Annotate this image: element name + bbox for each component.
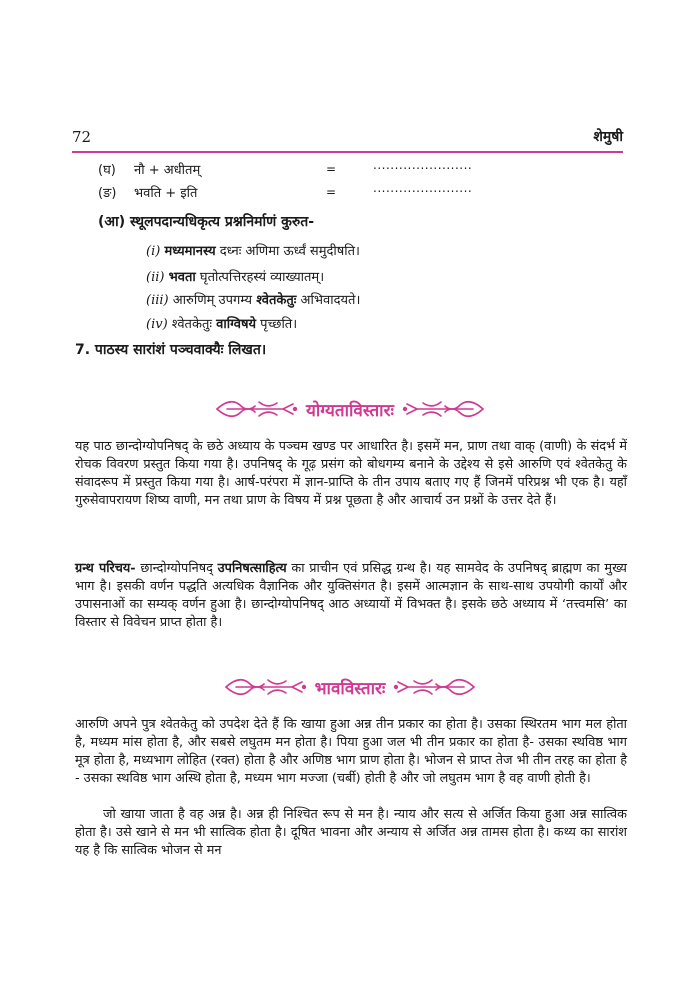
item-text: आरुणिम् उपगम्य: [172, 293, 257, 308]
bold-word: मध्यमानस्य: [164, 244, 216, 259]
ornament-right-icon: [392, 672, 478, 702]
exercise-item-nga: [98, 183, 197, 201]
book-intro-text: का प्राचीन एवं प्रसिद्ध ग्रन्थ है। यह सामवेद के उपनिषद् ब्राह्मण का मुख्य भाग है। इसकी वर्णन पद्धति अत्यधिक वैज्ञानिक और युक्तिसंगत है। इसमें आत्मज्ञान के साथ-साथ उपयोगी कार्यों और उपासनाओं का सम्यक् वर्णन हुआ है। छान्दोग्योपनिषद् आठ अध्यायों में विभक्त है। इसके छठे अध्याय में ‘तत्त्वमसि’ का विस्तार से विवेचन प्राप्त होता है।: [75, 561, 627, 630]
item-number: (iv): [146, 317, 168, 332]
item-text: पृच्छति।: [256, 317, 298, 332]
bhava-paragraph-2: जो खाया जाता है वह अन्न है। अन्न ही निश्चित रूप से मन है। न्याय और सत्य से अर्जित किया हुआ अन्न सात्विक होता है। उसे खाने से मन भी सात्विक होता है। दूषित भावना और अन्याय से अर्जित अन्न तामस होता है। कथ्य का सारांश यह है कि सात्विक भोजन से मन: [75, 807, 627, 858]
book-intro-label: ग्रन्थ परिचय-: [75, 561, 136, 576]
exercise-text: भवति + इति: [134, 186, 198, 201]
exercise-label: (ङ): [98, 186, 117, 201]
section-title-text: भावविस्तारः: [314, 678, 386, 699]
book-intro-paragraph: [75, 560, 627, 632]
ornament-left-icon: [222, 672, 308, 702]
question-item: [146, 290, 360, 308]
exercise-equals: =: [326, 162, 337, 176]
bold-word: वाग्विषये: [216, 317, 257, 332]
item-text: अभिवादयते।: [296, 293, 361, 308]
yogyata-paragraph: यह पाठ छान्दोग्योपनिषद् के छठे अध्याय के पञ्चम खण्ड पर आधारित है। इसमें मन, प्राण तथा वाक् (वाणी) के संदर्भ में रोचक विवरण प्रस्तुत किया गया है। उपनिषद् के गूढ़ प्रसंग को बोधगम्य बनाने के उद्देश्य से इसे आरुणि एवं श्वेतकेतु के संवादरूप में प्रस्तुत किया गया है। आर्ष-परंपरा में ज्ञान-प्राप्ति के तीन उपाय बताए गए हैं जिनमें परिप्रश्न भी एक है। यहाँ गुरुसेवापरायण शिष्य वाणी, मन तथा प्राण के विषय में प्रश्न पूछता है और आचार्य उन प्रश्नों के उत्तर देते हैं।: [75, 439, 627, 508]
item-number: (iii): [146, 293, 169, 308]
section-title-text: योग्यताविस्तारः: [306, 400, 394, 421]
question-7: 7. पाठस्य सारांशं पञ्चवाक्यैः लिखत।: [75, 342, 267, 358]
ornament-right-icon: [401, 394, 487, 424]
exercise-equals: =: [326, 185, 337, 199]
book-intro-text: छान्दोग्योपनिषद्: [135, 561, 218, 576]
item-text: घृतोत्पत्तिरहस्यं व्याख्यातम्।: [195, 270, 325, 285]
section-title-yogyata: [0, 394, 700, 424]
bold-word: भवता: [168, 270, 196, 285]
exercise-label: (घ): [98, 163, 116, 178]
ornament-left-icon: [213, 394, 299, 424]
item-text: श्वेतकेतुः: [171, 317, 217, 332]
section-title-bhava: [0, 672, 700, 702]
exercise-item-gha: [98, 160, 200, 178]
header-rule: [72, 151, 623, 153]
question-item: [146, 241, 360, 259]
answer-blank: .......................: [373, 181, 473, 195]
question-item: [146, 314, 297, 332]
exercise-text: नौ + अधीतम्: [134, 163, 201, 178]
bold-word: उपनिषत्साहित्य: [217, 561, 287, 576]
item-number: (ii): [146, 270, 165, 285]
question-aa-heading: (आ) स्थूलपदान्यधिकृत्य प्रश्ननिर्माणं कुरुत-: [98, 214, 315, 230]
bold-word: श्वेतकेतुः: [256, 293, 297, 308]
book-title: शेमुषी: [593, 129, 623, 145]
page-number: 72: [72, 128, 92, 146]
bhava-paragraph: आरुणि अपने पुत्र श्वेतकेतु को उपदेश देते हैं कि खाया हुआ अन्न तीन प्रकार का होता है। उसका स्थिरतम भाग मल होता है, मध्यम मांस होता है, और सबसे लघुतम मन होता है। पिया हुआ जल भी तीन प्रकार का होता है- उसका स्थविष्ठ भाग मूत्र होता है, मध्यभाग लोहित (रक्त) होता है और अणिष्ठ भाग प्राण होता है। भोजन से प्राप्त तेज भी तीन तरह का होता है - उसका स्थविष्ठ भाग अस्थि होता है, मध्यम भाग मज्जा (चर्बी) होती है और जो लघुतम भाग है वह वाणी होती है।: [75, 717, 627, 786]
item-text: दध्नः अणिमा ऊर्ध्वं समुदीषति।: [215, 244, 360, 259]
answer-blank: .......................: [373, 158, 473, 172]
question-item: [146, 267, 324, 285]
item-number: (i): [146, 244, 161, 259]
